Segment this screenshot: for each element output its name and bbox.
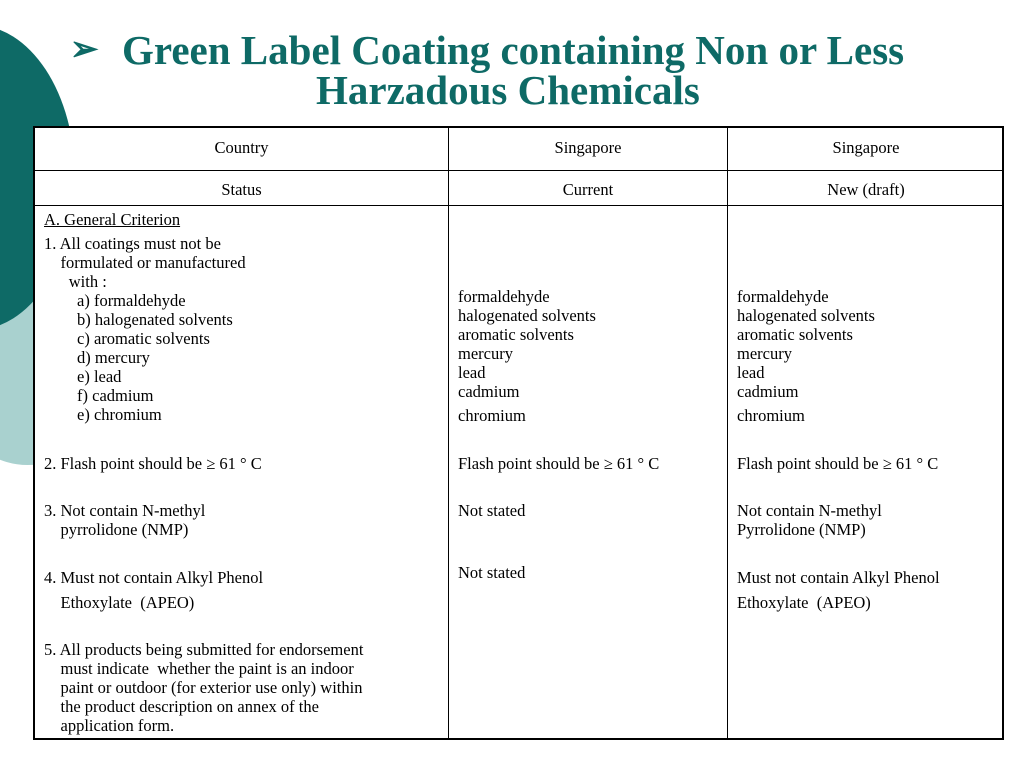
header-country-current: Singapore [554,138,622,157]
draft-apeo-line-2: Ethoxylate (APEO) [737,593,871,612]
header-status: Status [221,180,262,199]
comparison-table [33,126,1004,740]
row-divider [35,170,1002,171]
title-line-2: Harzadous Chemicals [316,67,700,113]
draft-flash-point: Flash point should be ≥ 61 ° C [737,454,939,473]
criterion-3: 3. Not contain N-methyl pyrrolidone (NMP) [44,501,206,539]
draft-apeo-line-1: Must not contain Alkyl Phenol [737,568,940,587]
draft-chemicals-list: formaldehyde halogenated solvents aromatic solvents mercury lead cadmium [737,287,875,401]
current-chromium: chromium [458,406,526,425]
header-country-draft: Singapore [832,138,900,157]
current-flash-point: Flash point should be ≥ 61 ° C [458,454,660,473]
draft-nmp: Not contain N-methyl Pyrrolidone (NMP) [737,501,882,539]
draft-chromium: chromium [737,406,805,425]
current-apeo: Not stated [458,563,526,582]
criterion-4-line-1: 4. Must not contain Alkyl Phenol [44,568,264,587]
slide-title [70,27,1020,113]
criterion-heading: A. General Criterion [44,210,181,229]
criterion-1: 1. All coatings must not be formulated or manufactured with : a) formaldehyde b) halogenated solvents c) aromatic solvents d) mercury e) lead f) cadmium e) chromium [44,234,246,424]
current-nmp: Not stated [458,501,526,520]
current-chemicals-list: formaldehyde halogenated solvents aromatic solvents mercury lead cadmium [458,287,596,401]
column-divider [727,128,728,738]
title-bullet-icon: ➢ [70,31,99,68]
title-line-1: Green Label Coating containing Non or Less [122,27,905,73]
row-divider [35,205,1002,206]
criterion-2: 2. Flash point should be ≥ 61 ° C [44,454,262,473]
criterion-4-line-2: Ethoxylate (APEO) [44,593,195,612]
criterion-5: 5. All products being submitted for endorsement must indicate whether the paint is an indoor paint or outdoor (for exterior use only) within the product description on annex of the application form. [44,640,364,735]
column-divider [448,128,449,738]
header-status-draft: New (draft) [827,180,905,199]
header-country: Country [214,138,269,157]
header-status-current: Current [562,180,614,199]
